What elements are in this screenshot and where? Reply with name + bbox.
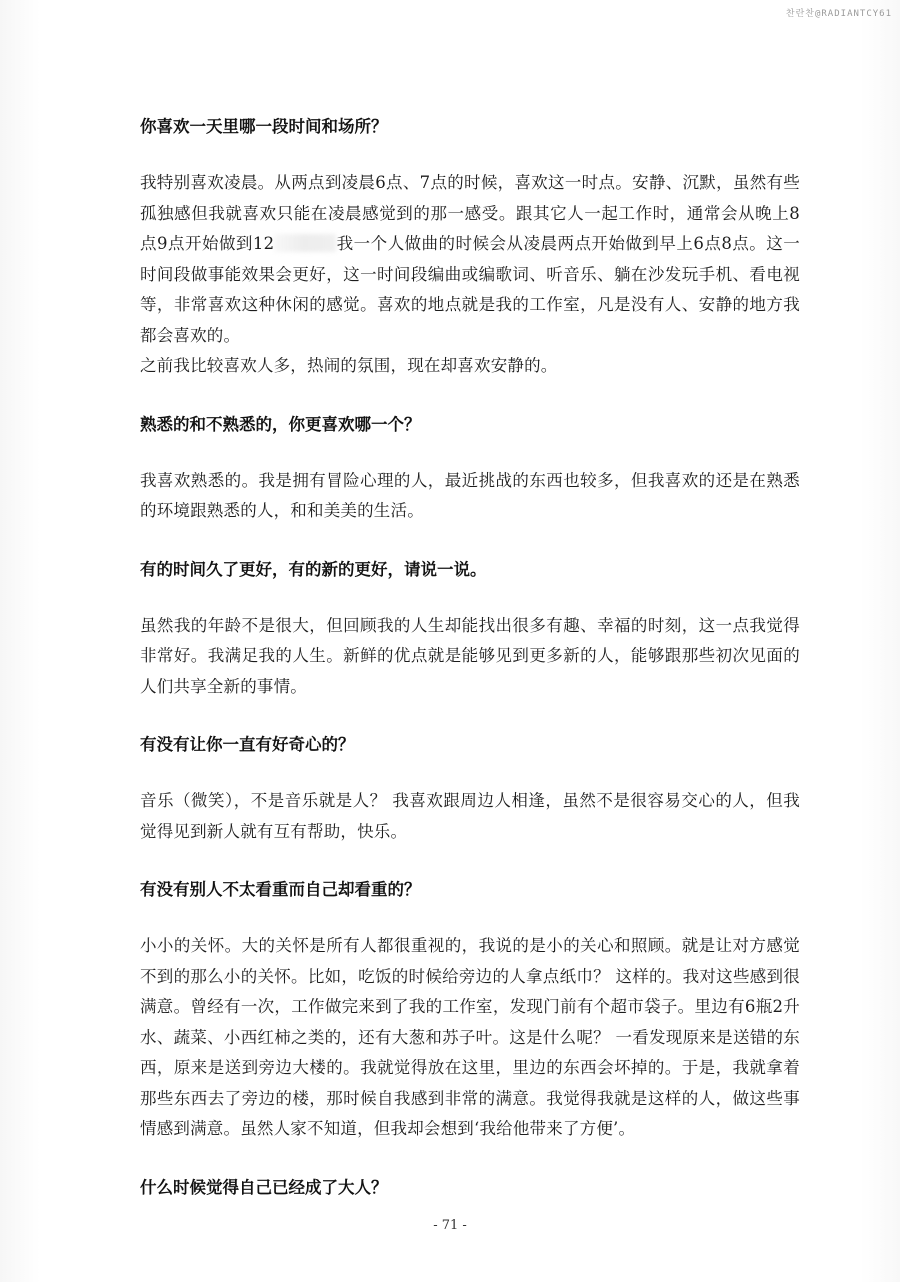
watermark-text: 찬란찬@RADIANTCY61: [785, 9, 892, 19]
answer-paragraph: 小小的关怀。大的关怀是所有人都很重视的，我说的是小的关心和照顾。就是让对方感觉不到的那么小的关怀。比如，吃饭的时候给旁边的人拿点纸巾？ 这样的。我对这些感到很满意。曾经有一次，工作做完来到了我的工作室，发现门前有个超市袋子。里边有6瓶2升水、蔬菜、小西红柿之类的，还有大葱和苏子叶。这是什么呢？ 一看发现原来是送错的东西，原来是送到旁边大楼的。我就觉得放在这里，里边的东西会坏掉的。于是，我就拿着那些东西去了旁边的楼，那时候自我感到非常的满意。我觉得我就是这样的人，做这些事情感到满意。虽然人家不知道，但我却会想到‘我给他带来了方便’。: [140, 936, 800, 1138]
interview-content: [140, 112, 800, 1203]
answer-text: 我一个人做曲的时候会从凌晨两点开始做到早上6点8点。这一时间段做事能效果会更好，这一时间段编曲或编歌词、听音乐、躺在沙发玩手机、看电视等，非常喜欢这种休闲的感觉。喜欢的地点就是我的工作室，凡是没有人、安静的地方我都会喜欢的。: [140, 234, 800, 345]
answer-paragraph: [140, 168, 800, 382]
question-heading: 你喜欢一天里哪一段时间和场所？: [140, 117, 388, 136]
page-number: - 71 -: [433, 1218, 467, 1233]
answer-text: 之前我比较喜欢人多，热闹的氛围，现在却喜欢安静的。: [140, 356, 558, 375]
question-heading: 什么时候觉得自己已经成了大人？: [140, 1177, 388, 1197]
answer-text: 我特别喜欢凌晨。从两点到凌晨6点、7点的时候，喜欢这一时点。安静、沉默，虽然有些孤独感但我就喜欢只能在凌晨感觉到的那一感受。跟其它人一起工作时，通常会从晚上8点9点开始做到12: [140, 173, 800, 253]
question-heading: 熟悉的和不熟悉的，你更喜欢哪一个？: [140, 414, 421, 434]
answer-paragraph: 我喜欢熟悉的。我是拥有冒险心理的人，最近挑战的东西也较多，但我喜欢的还是在熟悉的环境跟熟悉的人，和和美美的生活。: [140, 470, 800, 520]
redacted-blur: [274, 234, 336, 252]
question-heading: 有没有别人不太看重而自己却看重的？: [140, 880, 421, 899]
question-heading: 有没有让你一直有好奇心的？: [140, 735, 355, 754]
answer-paragraph: 音乐（微笑），不是音乐就是人？ 我喜欢跟周边人相逢，虽然不是很容易交心的人，但我觉得见到新人就有互有帮助，快乐。: [140, 791, 800, 841]
question-heading: 有的时间久了更好，有的新的更好，请说一说。: [140, 559, 487, 579]
answer-paragraph: 虽然我的年龄不是很大，但回顾我的人生却能找出很多有趣、幸福的时刻，这一点我觉得非常好。我满足我的人生。新鲜的优点就是能够见到更多新的人，能够跟那些初次见面的人们共享全新的事情。: [140, 615, 800, 696]
